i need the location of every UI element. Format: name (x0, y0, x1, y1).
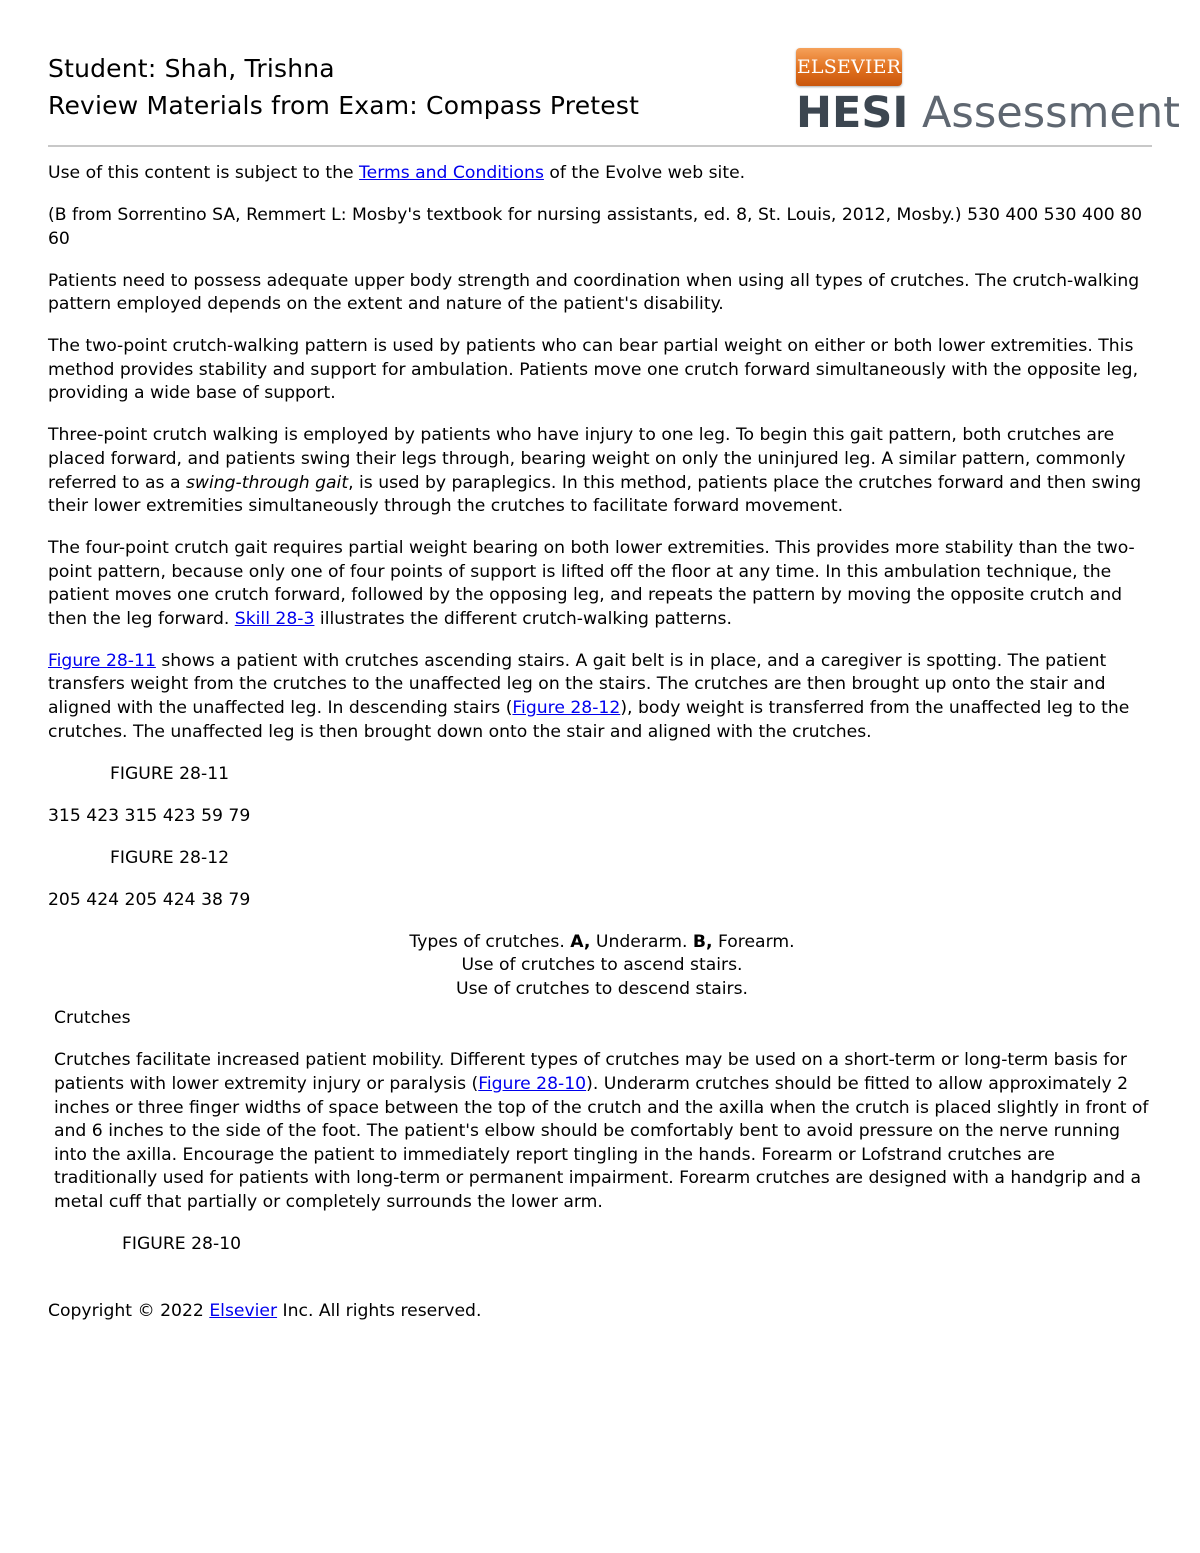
skill-28-3-link[interactable]: Skill 28-3 (234, 608, 315, 629)
figure-28-10-label: FIGURE 28-10 (122, 1233, 242, 1254)
crutches-heading: Crutches (54, 1008, 131, 1029)
review-content (48, 162, 1156, 1342)
hesi-assessment-wordmark (796, 88, 1180, 138)
page-header (48, 50, 1180, 146)
paragraph-upper-body: Patients need to possess adequate upper body strength and coordination when using all types of crutches. The crutch-walking pattern employed depends on the extent and nature of the patient's disability. (48, 270, 1140, 315)
figure-28-12-label: FIGURE 28-12 (110, 847, 230, 868)
figure-captions (48, 931, 1156, 1002)
figure-28-12-dimensions: 205 424 205 424 38 79 (48, 889, 251, 910)
paragraph-stairs: Figure 28-11 shows a patient with crutches ascending stairs. A gait belt is in place, and a caregiver is spotting. The patient transfers weight from the crutches to the unaffected leg on the stairs. The crutches are then brought up onto the stair and aligned with the unaffected leg. In descending stairs (Figure 28-12), body weight is transferred from the unaffected leg to the crutches. The unaffected leg is then brought down onto the stair and aligned with the crutches. (48, 650, 1130, 742)
figure-28-11-label: FIGURE 28-11 (110, 763, 230, 784)
paragraph-three-point: Three-point crutch walking is employed by patients who have injury to one leg. To begin this gait pattern, both crutches are placed forward, and patients swing their legs through, bearing weight on only the uninjured leg. A similar pattern, commonly referred to as a swing-through gait, is used by paraplegics. In this method, patients place the crutches forward and then swing their lower extremities simultaneously through the crutches to facilitate forward movement. (48, 425, 1142, 517)
terms-link[interactable]: Terms and Conditions (359, 163, 544, 183)
copyright: Copyright © 2022 Elsevier Inc. All rights reserved. (48, 1301, 482, 1322)
figure-28-12-link[interactable]: Figure 28-12 (512, 698, 621, 719)
paragraph-two-point: The two-point crutch-walking pattern is used by patients who can bear partial weight on either or both lower extremities. This method provides stability and support for ambulation. Patients move one crutch forward simultaneously with the opposite leg, providing a wide base of support. (48, 336, 1139, 404)
figure-28-10-link[interactable]: Figure 28-10 (478, 1073, 587, 1094)
caption-ascend: Use of crutches to ascend stairs. (461, 955, 743, 976)
elsevier-link[interactable]: Elsevier (209, 1301, 278, 1322)
terms-notice: Use of this content is subject to the Terms and Conditions of the Evolve web site. (48, 163, 746, 183)
hesi-wordmark: HESI (796, 88, 909, 138)
swing-through-term: swing-through gait (185, 472, 349, 493)
caption-types: Types of crutches. A, Underarm. B, Forearm. (409, 931, 795, 952)
header-divider (48, 145, 1152, 147)
elsevier-logo: ELSEVIER (796, 48, 902, 86)
paragraph-four-point: The four-point crutch gait requires partial weight bearing on both lower extremities. This provides more stability than the two-point pattern, because only one of four points of support is lifted off the floor at any time. In this ambulation technique, the patient moves one crutch forward, followed by the opposing leg, and repeats the pattern by moving the opposite crutch and then the leg forward. Skill 28-3 illustrates the different crutch-walking patterns. (48, 538, 1135, 629)
crutches-section (48, 1007, 1156, 1256)
caption-descend: Use of crutches to descend stairs. (455, 978, 749, 999)
crutches-paragraph: Crutches facilitate increased patient mobility. Different types of crutches may be used on a short-term or long-term basis for patients with lower extremity injury or paralysis (Figure 28-10). Underarm crutches should be fitted to allow approximately 2 inches or three finger widths of space between the top of the crutch and the axilla when the crutch is placed slightly in front of and 6 inches to the side of the foot. The patient's elbow should be comfortably bent to avoid pressure on the nerve running into the axilla. Encourage the patient to immediately report tingling in the hands. Forearm or Lofstrand crutches are traditionally used for patients with long-term or permanent impairment. Forearm crutches are designed with a handgrip and a metal cuff that partially or completely surrounds the lower arm. (54, 1050, 1149, 1212)
figure-28-11-link[interactable]: Figure 28-11 (48, 650, 156, 671)
figure-28-11-dimensions: 315 423 315 423 59 79 (48, 805, 251, 826)
assessment-wordmark: Assessment (922, 88, 1180, 138)
hesi-assessment-logo (796, 48, 1180, 138)
citation: (B from Sorrentino SA, Remmert L: Mosby's textbook for nursing assistants, ed. 8, St. Louis, 2012, Mosby.) 530 400 530 400 80 60 (48, 204, 1143, 249)
exam-title: Review Materials from Exam: Compass Pretest (48, 91, 640, 120)
student-name: Student: Shah, Trishna (48, 54, 335, 83)
